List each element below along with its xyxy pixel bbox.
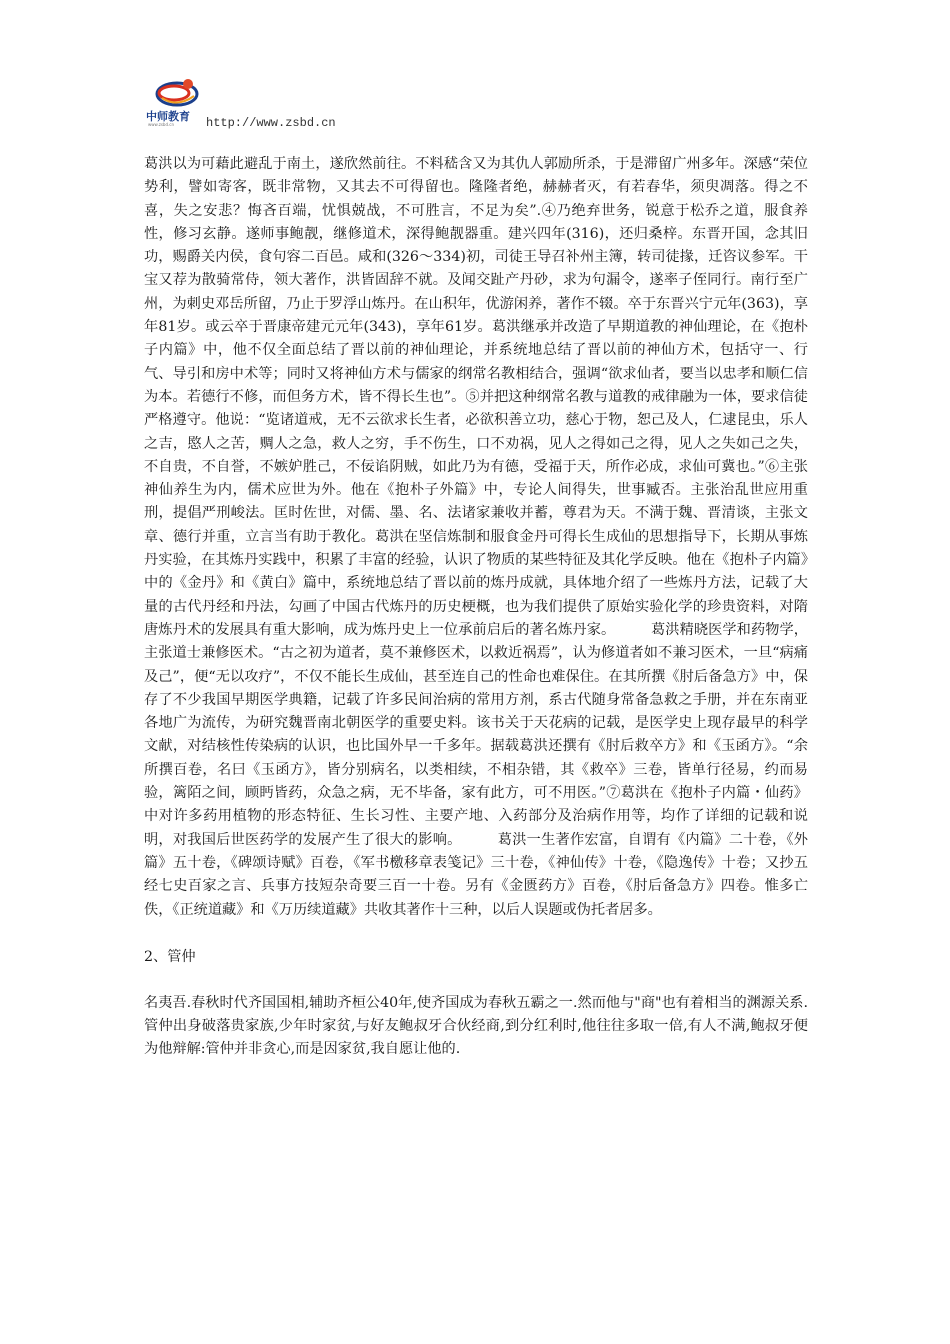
- section-title-guanzhong: 2、管仲: [144, 948, 196, 965]
- zhongshi-logo: [144, 72, 210, 130]
- site-url[interactable]: http://www.zsbd.cn: [206, 116, 336, 130]
- document-body: [144, 153, 808, 1062]
- paragraph-gehong: 葛洪以为可藉此避乱于南土，遂欣然前往。不料嵇含又为其仇人郭励所杀，于是滞留广州多年。深感“荣位势利，譬如寄客，既非常物，又其去不可得留也。隆隆者绝，赫赫者灭，有若春华，须臾凋落。得之不喜，失之安悲？悔吝百端，忧惧兢战，不可胜言，不足为矣”.④乃绝弃世务，锐意于松乔之道，服食养性，修习玄静。遂师事鲍靓，继修道术，深得鲍靓器重。建兴四年(316)，还归桑梓。东晋开国，念其旧功，赐爵关内侯，食句容二百邑。咸和(326～334)初，司徒王导召补州主簿，转司徒掾，迁咨议参军。干宝又荐为散骑常侍，领大著作，洪皆固辞不就。及闻交趾产丹砂，求为句漏令，遂率子侄同行。南行至广州，为刺史邓岳所留，乃止于罗浮山炼丹。在山积年，优游闲养，著作不辍。卒于东晋兴宁元年(363)，享年81岁。或云卒于晋康帝建元元年(343)，享年61岁。葛洪继承并改造了早期道教的神仙理论，在《抱朴子内篇》中，他不仅全面总结了晋以前的神仙理论，并系统地总结了晋以前的神仙方术，包括守一、行气、导引和房中术等；同时又将神仙方术与儒家的纲常名教相结合，强调“欲求仙者，要当以忠孝和顺仁信为本。若德行不修，而但务方术，皆不得长生也”。⑤并把这种纲常名教与道教的戒律融为一体，要求信徒严格遵守。他说：“览诸道戒，无不云欲求长生者，必欲积善立功，慈心于物，恕己及人，仁逮昆虫，乐人之吉，愍人之苦，赒人之急，救人之穷，手不伤生，口不劝祸，见人之得如己之得，见人之失如己之失，不自贵，不自誉，不嫉妒胜己，不佞谄阴贼，如此乃为有德，受福于天，所作必成，求仙可冀也。”⑥主张神仙养生为内，儒术应世为外。他在《抱朴子外篇》中，专论人间得失，世事臧否。主张治乱世应用重刑，提倡严刑峻法。匡时佐世，对儒、墨、名、法诸家兼收并蓄，尊君为天。不满于魏、晋清谈，主张文章、德行并重，立言当有助于教化。葛洪在坚信炼制和服食金丹可得长生成仙的思想指导下，长期从事炼丹实验，在其炼丹实践中，积累了丰富的经验，认识了物质的某些特征及其化学反映。他在《抱朴子内篇》中的《金丹》和《黄白》篇中，系统地总结了晋以前的炼丹成就，具体地介绍了一些炼丹方法，记载了大量的古代丹经和丹法，勾画了中国古代炼丹的历史梗概，也为我们提供了原始实验化学的珍贵资料，对隋唐炼丹术的发展具有重大影响，成为炼丹史上一位承前启后的著名炼丹家。 葛洪精晓医学和药物学，主张道士兼修医术。“古之初为道者，莫不兼修医术，以救近祸焉”，认为修道者如不兼习医术，一旦“病痛及己”，便“无以攻疗”，不仅不能长生成仙，甚至连自己的性命也难保住。在其所撰《肘后备急方》中，保存了不少我国早期医学典籍，记载了许多民间治病的常用方剂，系古代随身常备急救之手册，并在东南亚各地广为流传，为研究魏晋南北朝医学的重要史料。该书关于天花病的记载，是医学史上现存最早的科学文献，对结核性传染病的认识，也比国外早一千多年。据载葛洪还撰有《肘后救卒方》和《玉函方》。“余所撰百卷，名曰《玉函方》，皆分别病名，以类相续，不相杂错，其《救卒》三卷，皆单行径易，约而易验，篱陌之间，顾眄皆药，众急之病，无不毕备，家有此方，可不用医。”⑦葛洪在《抱朴子内篇・仙药》中对许多药用植物的形态特征、生长习性、主要产地、入药部分及治病作用等，均作了详细的记载和说明，对我国后世医药学的发展产生了很大的影响。 葛洪一生著作宏富，自谓有《内篇》二十卷，《外篇》五十卷，《碑颂诗赋》百卷，《军书檄移章表笺记》三十卷，《神仙传》十卷，《隐逸传》十卷；又抄五经七史百家之言、兵事方技短杂奇要三百一十卷。另有《金匮药方》百卷，《肘后备急方》四卷。惟多亡佚，《正统道藏》和《万历续道藏》共收其著作十三种，以后人误题或伪托者居多。: [144, 156, 808, 918]
- page-header: [144, 72, 404, 134]
- logo-subtext: www.zsbd.cn: [148, 122, 174, 127]
- paragraph-guanzhong: 名夷吾.春秋时代齐国国相,辅助齐桓公40年,使齐国成为春秋五霸之一.然而他与"商"也有着相当的渊源关系.管仲出身破落贵家族,少年时家贫,与好友鲍叔牙合伙经商,到分红利时,他往往多取一倍,有人不满,鲍叔牙便为他辩解:管仲并非贪心,而是因家贫,我自愿让他的.: [144, 994, 808, 1058]
- logo-emblem-icon: [144, 72, 210, 112]
- logo-text: 中师教育: [146, 110, 190, 123]
